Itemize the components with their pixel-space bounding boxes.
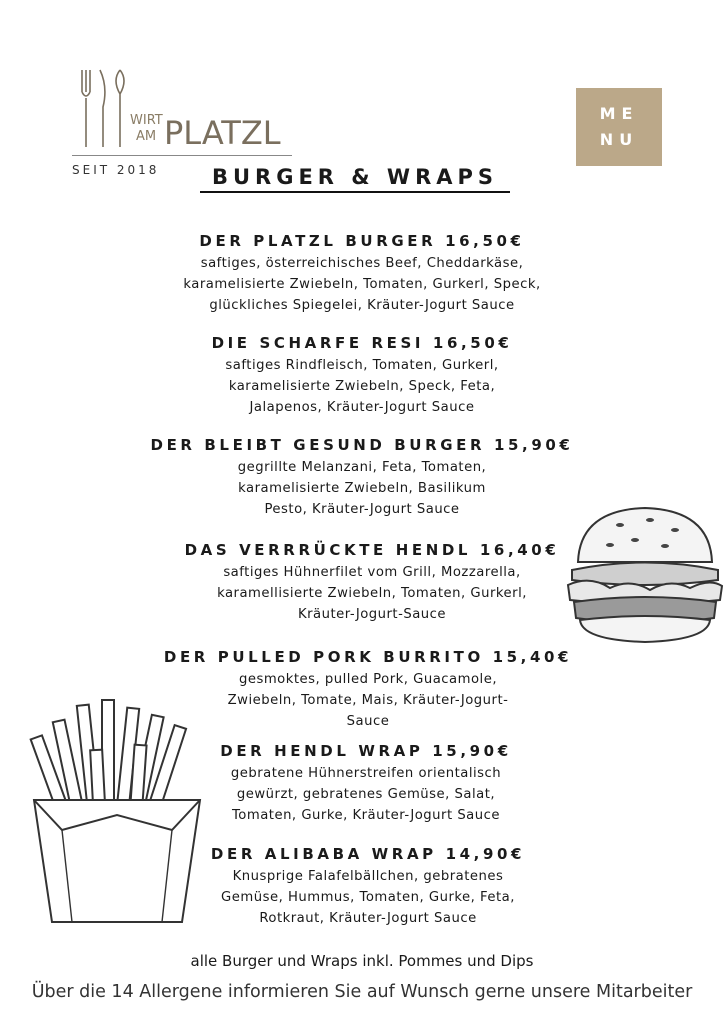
menu-item <box>150 231 574 316</box>
menu-item-description <box>140 457 584 520</box>
burger-illustration <box>560 500 724 650</box>
menu-item-name: DER PULLED PORK BURRITO 15,40€ <box>163 648 573 666</box>
logo-line2: AM <box>136 129 157 144</box>
menu-badge-line2: NU <box>599 130 639 149</box>
description-line: karamellisierte Zwiebeln, Tomaten, Gurkerl, <box>217 586 527 601</box>
description-line: Kräuter-Jogurt-Sauce <box>297 607 447 622</box>
menu-item-name: DER BLEIBT GESUND BURGER 15,90€ <box>150 436 574 454</box>
description-line: gesmoktes, pulled Pork, Guacamole, <box>238 672 498 687</box>
menu-item <box>196 741 536 826</box>
menu-item-description <box>150 253 574 316</box>
description-line: saftiges Hühnerfilet vom Grill, Mozzarella, <box>223 565 521 580</box>
description-line: Gemüse, Hummus, Tomaten, Gurke, Feta, <box>221 890 515 905</box>
description-line: gebratene Hühnerstreifen orientalisch <box>230 766 502 781</box>
menu-item-name: DAS VERRRÜCKTE HENDL 16,40€ <box>184 541 560 559</box>
since-label: SEIT 2018 <box>72 163 160 177</box>
menu-item-name: DIE SCHARFE RESI 16,50€ <box>211 334 513 352</box>
footer-note: alle Burger und Wraps inkl. Pommes und Dips <box>190 952 534 970</box>
menu-item-name: DER HENDL WRAP 15,90€ <box>220 742 512 760</box>
description-line: Tomaten, Gurke, Kräuter-Jogurt Sauce <box>231 808 500 823</box>
description-line: Knusprige Falafelbällchen, gebratenes <box>232 869 504 884</box>
description-line: Rotkraut, Kräuter-Jogurt Sauce <box>259 911 477 926</box>
description-line: gegrillte Melanzani, Feta, Tomaten, <box>237 460 487 475</box>
description-line: karamelisierte Zwiebeln, Speck, Feta, <box>228 379 496 394</box>
description-line: Sauce <box>346 714 390 729</box>
menu-item <box>160 540 584 625</box>
menu-item-description <box>150 355 574 418</box>
cutlery-icon <box>82 70 124 147</box>
menu-item-description <box>188 866 548 929</box>
menu-badge-line1: ME <box>599 104 639 123</box>
logo-name: PLATZL <box>164 114 281 152</box>
menu-item <box>188 844 548 929</box>
menu-item-description <box>160 562 584 625</box>
description-line: Pesto, Kräuter-Jogurt Sauce <box>264 502 460 517</box>
menu-item-name: DER ALIBABA WRAP 14,90€ <box>210 845 526 863</box>
menu-item <box>140 435 584 520</box>
section-title: BURGER & WRAPS <box>200 165 510 193</box>
description-line: saftiges, österreichisches Beef, Cheddarkäse, <box>200 256 524 271</box>
description-line: karamelisierte Zwiebeln, Basilikum <box>238 481 486 496</box>
description-line: glückliches Spiegelei, Kräuter-Jogurt Sauce <box>209 298 515 313</box>
allergen-note: Über die 14 Allergene informieren Sie auf Wunsch gerne unsere Mitarbeiter <box>31 982 693 1002</box>
fries-illustration <box>22 690 212 930</box>
menu-badge <box>576 88 662 166</box>
menu-item <box>150 647 586 732</box>
menu-item-name: DER PLATZL BURGER 16,50€ <box>199 232 525 250</box>
description-line: Jalapenos, Kräuter-Jogurt Sauce <box>249 400 475 415</box>
description-line: gewürzt, gebratenes Gemüse, Salat, <box>236 787 496 802</box>
menu-item-description <box>196 763 536 826</box>
menu-item-description <box>150 669 586 732</box>
logo-line1: WIRT <box>130 113 163 128</box>
description-line: saftiges Rindfleisch, Tomaten, Gurkerl, <box>225 358 499 373</box>
description-line: Zwiebeln, Tomate, Mais, Kräuter-Jogurt- <box>227 693 509 708</box>
menu-item <box>150 333 574 418</box>
logo-divider <box>72 155 292 156</box>
description-line: karamelisierte Zwiebeln, Tomaten, Gurkerl, Speck, <box>183 277 541 292</box>
